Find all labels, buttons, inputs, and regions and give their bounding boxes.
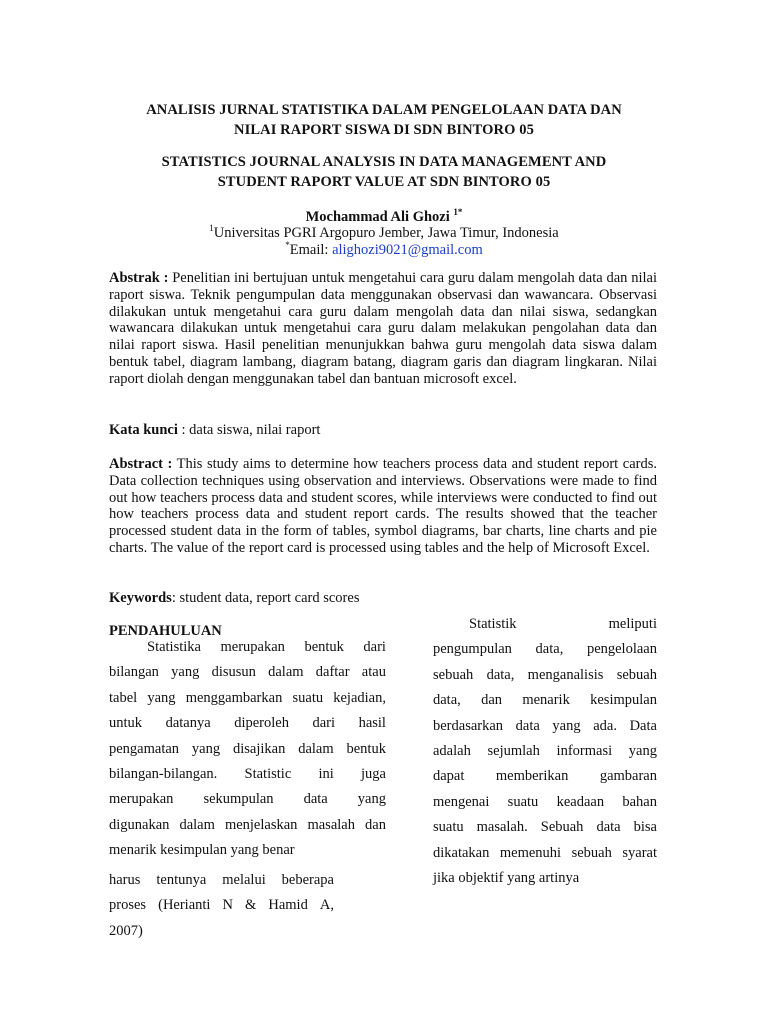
column-text-line: menarik kesimpulan yang benar	[109, 842, 295, 859]
kata-kunci-label: Kata kunci	[109, 422, 178, 438]
column-text-line: pengamatan yang disajikan dalam bentuk	[109, 740, 386, 757]
title-indonesian	[0, 100, 768, 140]
title-english	[0, 152, 768, 192]
keywords-label: Keywords	[109, 590, 172, 606]
column-text-line: tabel yang menggambarkan suatu kejadian,	[109, 689, 386, 706]
column-text-line: dikatakan memenuhi sebuah syarat	[433, 844, 657, 861]
abstract-label: Abstract :	[109, 456, 173, 472]
email-label: Email:	[289, 241, 333, 258]
column-text-line: mengenai suatu keadaan bahan	[433, 793, 657, 810]
column-text-line: pengumpulan data, pengelolaan	[433, 641, 657, 658]
title-english-line1: STATISTICS JOURNAL ANALYSIS IN DATA MANAGEMENT AND	[161, 154, 607, 170]
abstrak-text: Penelitian ini bertujuan untuk mengetahui cara guru dalam mengolah data dan nilai raport siswa. Teknik pengumpulan data menggunakan observasi dan wawancara. Observasi dilakukan untuk mengetahui cara guru dalam mengolah data dan nilai siswa, sedangkan wawancara dilakukan untuk mengetahui cara guru dalam melakukan pengolahan data dan nilai raport siswa. Hasil penelitian menunjukkan bahwa guru mengolah data siswa dalam bentuk tabel, diagram lambang, diagram batang, diagram garis dan diagram lingkaran. Nilai raport diolah dengan menggunakan tabel dan bantuan microsoft excel.	[109, 270, 658, 387]
email-link[interactable]: alighozi9021@gmail.com	[332, 241, 483, 258]
column-text-line: jika objektif yang artinya	[433, 870, 580, 886]
column-text-line: bilangan yang disusun dalam daftar atau	[109, 664, 386, 681]
title-indonesian-line2: NILAI RAPORT SISWA DI SDN BINTORO 05	[234, 122, 534, 138]
author-name: Mochammad Ali Ghozi	[305, 208, 450, 225]
column-text-line: proses (Herianti N & Hamid A,	[109, 897, 334, 914]
email-superscript: *	[285, 240, 290, 250]
title-indonesian-line1: ANALISIS JURNAL STATISTIKA DALAM PENGELOLAAN DATA DAN	[146, 102, 622, 118]
column-text-line: digunakan dalam menjelaskan masalah dan	[109, 816, 386, 833]
column-text-line: 2007)	[109, 922, 143, 939]
kata-kunci-line	[109, 422, 657, 439]
keywords-text: : student data, report card scores	[171, 590, 360, 606]
column-text-line: Statistika merupakan bentuk dari	[147, 639, 386, 655]
column-text-line: untuk datanya diperoleh dari hasil	[109, 715, 386, 732]
abstract-text: This study aims to determine how teachers process data and student report cards. Data collection techniques using observation and interviews. Observations were made to find out how teachers process data and student scores, while interviews were conducted to find out how teachers process data and student report cards. The results showed that the teacher processed student data in the form of tables, symbol diagrams, bar charts, line charts and pie charts. The value of the report card is processed using tables and the help of Microsoft Excel.	[109, 456, 657, 556]
column-text-line: bilangan-bilangan. Statistic ini juga	[109, 766, 386, 782]
title-english-line2: STUDENT RAPORT VALUE AT SDN BINTORO 05	[217, 174, 551, 190]
column-text-line: data, dan menarik kesimpulan	[433, 692, 657, 709]
column-text-line: Statistik meliputi	[469, 616, 657, 632]
author-superscript: 1*	[453, 207, 463, 217]
column-text-line: dapat memberikan gambaran	[433, 768, 657, 785]
affiliation-text: Universitas PGRI Argopuro Jember, Jawa Timur, Indonesia	[213, 224, 559, 241]
kata-kunci-text: : data siswa, nilai raport	[177, 422, 321, 438]
column-text-line: merupakan sekumpulan data yang	[109, 791, 386, 808]
keywords-line	[109, 590, 657, 607]
abstrak-paragraph	[109, 270, 657, 388]
column-text-line: suatu masalah. Sebuah data bisa	[433, 819, 657, 836]
column-text-line: sebuah data, menganalisis sebuah	[433, 666, 657, 683]
section-heading-pendahuluan: PENDAHULUAN	[109, 623, 222, 639]
abstrak-label: Abstrak :	[109, 270, 169, 286]
column-text-line: adalah sejumlah informasi yang	[433, 743, 657, 759]
abstract-paragraph	[109, 456, 657, 557]
column-text-line: harus tentunya melalui beberapa	[109, 872, 334, 888]
affiliation-superscript: 1	[209, 223, 214, 233]
email-line	[0, 236, 768, 259]
column-text-line: berdasarkan data yang ada. Data	[433, 717, 657, 734]
